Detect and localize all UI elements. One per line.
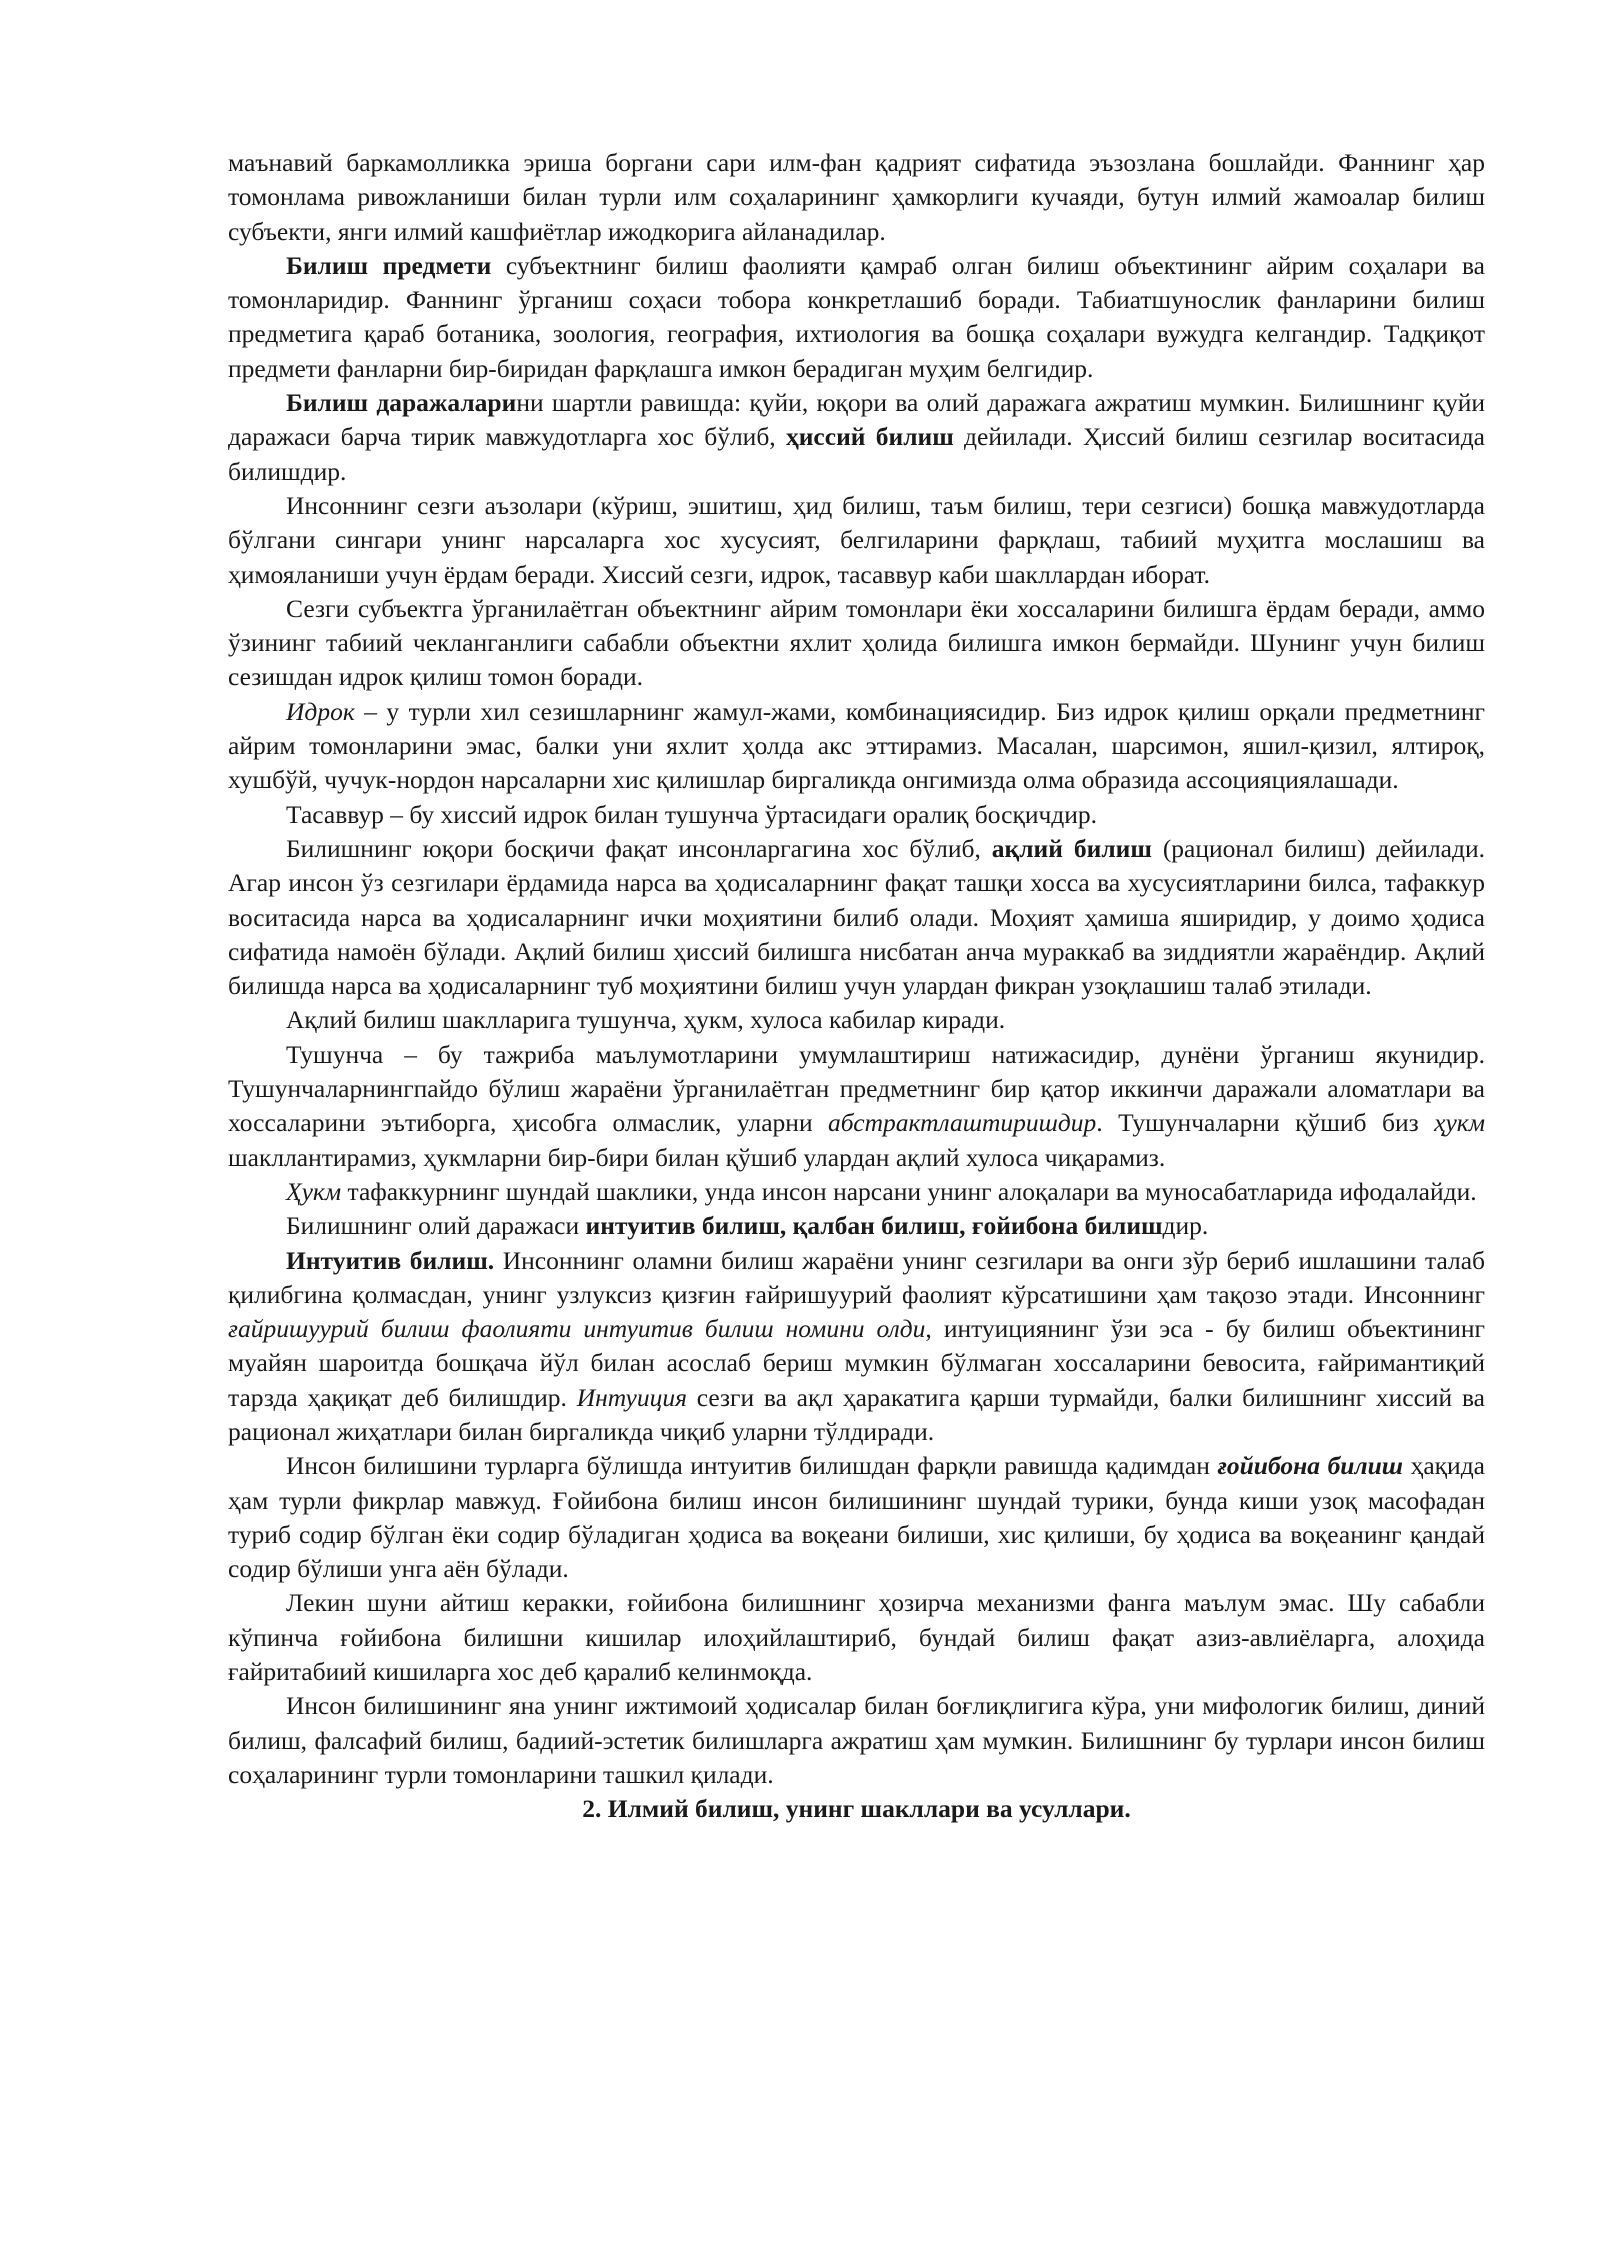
paragraph [228,489,1485,592]
text-run: Тасаввур – бу хиссий идрок билан тушунча ўртасидаги оралиқ босқичдир. [286,799,1098,829]
document-body [228,146,1485,1792]
italic-text: ғайришуурий билиш фаолияти интуитив билиш номини олди [228,1314,926,1344]
text-run: Инсон билишини турларга бўлишда интуитив билишдан фарқли равишда қадимдан [286,1451,1218,1481]
paragraph [228,1209,1485,1243]
paragraph [228,832,1485,1003]
italic-text: абстрактлаштиришдир [828,1108,1097,1138]
paragraph [228,695,1485,798]
text-run: маънавий баркамолликка эриша боргани сари илм-фан қадрият сифатида эъзозлана бошлайди. Фаннинг ҳар томонлама ривожланиши билан турли илм соҳаларининг ҳамкорлиги кучаяди, бутун илмий жамоалар билиш субъекти, янги илмий кашфиётлар ижодкорига айланадилар. [228,148,1485,246]
text-run: ни шартли равишда: қуйи, юқори ва олий даражага ажратиш мумкин. Билишнинг қуйи даражаси барча тирик мавжудотларга хос бўлиб, [228,388,1485,452]
bold-text: Интуитив билиш. [286,1245,495,1275]
text-run: , интуициянинг ўзи эса - бу билиш объектининг муайян шароитда бошқача йўл билан асослаб бериш мумкин бўлмаган хоссаларини бевосита, ғайримантиқий тарзда ҳақиқат деб билишдир. [228,1314,1485,1412]
paragraph [228,1003,1485,1037]
text-run: Инсоннинг оламни билиш жараёни унинг сезгилари ва онги зўр бериб ишлашини талаб қилибгина қолмасдан, унинг узлуксиз қизғин ғайришуурий фаолият кўрсатишини ҳам тақозо этади. Инсоннинг [228,1245,1486,1309]
bold-text: ақлий билиш [991,833,1152,863]
emphasis-text: ғойибона билиш [1217,1451,1404,1481]
section-heading: 2. Илмий билиш, унинг шакллари ва усуллари. [582,1794,1131,1824]
text-run: ҳақида ҳам турли фикрлар мавжуд. Ғойибона билиш инсон билишининг шундай турики, бунда киши узоқ масофадан туриб содир бўлган ёки содир бўладиган ҳодиса ва воқеани билиши, хис қилиши, бу ҳодиса ва воқеанинг қандай содир бўлиши унга аён бўлади. [228,1451,1485,1584]
text-run: Лекин шуни айтиш керакки, ғойибона билишнинг ҳозирча механизми фанга маълум эмас. Шу сабабли кўпинча ғойибона билишни кишилар илоҳийлаштириб, бундай билиш фақат азиз-авлиёларга, алоҳида ғайритабиий кишиларга хос деб қаралиб келинмоқда. [228,1588,1485,1687]
text-run: шакллантирамиз, ҳукмларни бир-бири билан қўшиб улардан ақлий хулоса чиқарамиз. [228,1142,1166,1172]
text-run: субъектнинг билиш фаолияти қамраб олган билиш объектининг айрим соҳалари ва томонларидир. Фаннинг ўрганиш соҳаси тобора конкретлашиб боради. Табиатшунослик фанларини билиш предметига қараб ботаника, зоология, география, ихтиология ва бошқа соҳалари вужудга келгандир. Тадқиқот предмети фанларни бир-биридан фарқлашга имкон берадиган муҳим белгидир. [228,250,1485,383]
italic-text: ҳукм [1434,1108,1485,1138]
document-page [228,146,1485,1827]
text-run: Инсон билишининг яна унинг ижтимоий ҳодисалар билан боғлиқлигига кўра, уни мифологик билиш, диний билиш, фалсафий билиш, бадиий-эстетик билишларга ажратиш ҳам мумкин. Билишнинг бу турлари инсон билиш соҳаларининг турли томонларини ташкил қилади. [228,1691,1485,1789]
paragraph [228,1038,1485,1175]
text-run: Сезги субъектга ўрганилаётган объектнинг айрим томонлари ёки хоссаларини билишга ёрдам беради, аммо ўзининг табиий чекланганлиги сабабли объектни яхлит ҳолида билишга имкон бермайди. Шунинг учун билиш сезишдан идрок қилиш томон боради. [228,593,1485,692]
italic-text: Ҳукм [286,1176,342,1206]
paragraph [228,798,1485,832]
text-run: тафаккурнинг шундай шаклики, унда инсон нарсани унинг алоқалари ва муносабатларида ифодалайди. [341,1176,1477,1206]
text-run: Билишнинг юқори босқичи фақат инсонларгагина хос бўлиб, [286,833,992,863]
bold-text: Билиш предмети [286,250,492,280]
bold-text: Билиш даражалари [286,388,517,418]
italic-text: Идрок [286,696,355,726]
paragraph [228,146,1485,249]
text-run: . Тушунчаларни қўшиб биз [1096,1108,1435,1138]
bold-text: интуитив билиш, қалбан билиш, ғойибона билиш [585,1211,1163,1241]
text-run: Билишнинг олий даражаси [286,1211,586,1241]
paragraph [228,1689,1485,1792]
text-run: – у турли хил сезишларнинг жамул-жами, комбинациясидир. Биз идрок қилиш орқали предметнинг айрим томонларини эмас, балки уни яхлит ҳолда акс эттирамиз. Масалан, шарсимон, яшил-қизил, ялтироқ, хушбўй, чучук-нордон нарсаларни хис қилишлар биргаликда онгимизда олма образида ассоцияциялашади. [228,696,1485,795]
paragraph [228,1449,1485,1586]
paragraph [228,386,1485,489]
paragraph [228,1175,1485,1209]
text-run: (рационал билиш) дейилади. Агар инсон ўз сезгилари ёрдамида нарса ва ҳодисаларнинг фақат ташқи хосса ва хусусиятларини билса, тафаккур воситасида нарса ва ҳодисаларнинг ички моҳиятини билиб олади. Моҳият ҳамиша яширидир, у доимо ҳодиса сифатида намоён бўлади. Ақлий билиш ҳиссий билишга нисбатан анча мураккаб ва зиддиятли жараёндир. Ақлий билишда нарса ва ҳодисаларнинг туб моҳиятини билиш учун улардан фикран узоқлашиш талаб этилади. [228,833,1485,1001]
text-run: Ақлий билиш шаклларига тушунча, ҳукм, хулоса кабилар киради. [286,1005,1006,1035]
text-run: сезги ва ақл ҳаракатига қарши турмайди, балки билишнинг хиссий ва рационал жиҳатлари билан биргаликда чиқиб уларни тўлдиради. [228,1382,1485,1446]
paragraph [228,249,1485,386]
text-run: дир. [1162,1211,1209,1241]
paragraph [228,1586,1485,1689]
italic-text: Интуиция [576,1382,687,1412]
text-run: Тушунча – бу тажриба маълумотларини умумлаштириш натижасидир, дунёни ўрганиш якунидир. Тушунчаларнингпайдо бўлиш жараёни ўрганилаётган предметнинг бир қатор иккинчи даражали аломатлари ва хоссаларини эътиборга, ҳисобга олмаслик, уларни [228,1039,1485,1138]
text-run: Инсоннинг сезги аъзолари (кўриш, эшитиш, ҳид билиш, таъм билиш, тери сезгиси) бошқа мавжудотларда бўлгани сингари унинг нарсаларга хос хусусият, белгиларини фарқлаш, табиий муҳитга мослашиш ва ҳимояланиши учун ёрдам беради. Хиссий сезги, идрок, тасаввур каби шакллардан иборат. [228,490,1485,589]
bold-text: ҳиссий билиш [785,422,954,452]
paragraph [228,1244,1485,1450]
bold-text [1217,1451,1403,1480]
paragraph [228,592,1485,695]
text-run: дейилади. Ҳиссий билиш сезгилар воситасида билишдир. [228,422,1485,486]
